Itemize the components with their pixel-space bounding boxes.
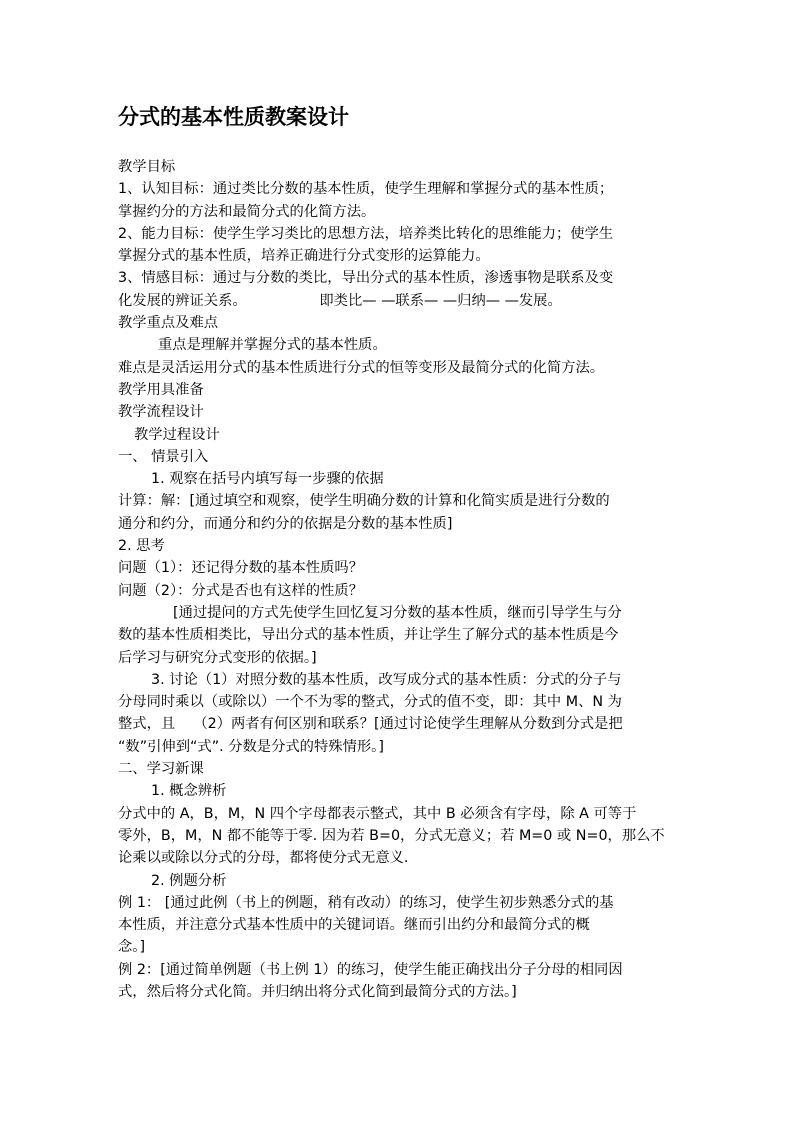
paragraph-line: 分母同时乘以（或除以）一个不为零的整式，分式的值不变，即：其中 M、N 为 [118,694,622,711]
section-heading-key-points: 教学重点及难点 [118,315,219,332]
paragraph-line: 重点是理解并掌握分式的基本性质。 [158,337,387,354]
paragraph-line: 式，然后将分式化简。并归纳出将分式化简到最简分式的方法。] [118,983,517,1000]
paragraph-line: [通过提问的方式先使学生回忆复习分数的基本性质，继而引导学生与分 [173,604,622,621]
document-title: 分式的基本性质教案设计 [118,104,349,129]
paragraph-line: 3、情感目标：通过与分数的类比，导出分式的基本性质，渗透事物是联系及变 [118,270,614,287]
paragraph-line: 化发展的辨证关系。 即类比— —联系— —归纳— —发展。 [118,292,562,309]
section-heading-intro: 一、 情景引入 [118,448,209,465]
paragraph-line: 计算：解：[通过填空和观察，使学生明确分数的计算和化简实质是进行分数的 [118,493,610,510]
paragraph-line: 例 2：[通过简单例题（书上例 1）的练习，使学生能正确找出分子分母的相同因 [118,961,623,978]
paragraph-line: 例 1： [通过此例（书上的例题，稍有改动）的练习，使学生初步熟悉分式的基 [118,894,614,911]
paragraph-line: 后学习与研究分式变形的依据。] [118,649,317,666]
paragraph-line: 难点是灵活运用分式的基本性质进行分式的恒等变形及最简分式的化简方法。 [118,359,605,376]
section-heading-teaching-goals: 教学目标 [118,159,176,175]
paragraph-line: 通分和约分，而通分和约分的依据是分数的基本性质] [118,515,453,532]
paragraph-line: 3. 讨论（1）对照分数的基本性质，改写成分式的基本性质：分式的分子与 [151,671,622,688]
paragraph-line: 念。] [118,939,146,956]
paragraph-line: 数的基本性质相类比，导出分式的基本性质，并让学生了解分式的基本性质是今 [118,627,619,644]
paragraph-line: 零外，B，M，N 都不能等于零. 因为若 B=0，分式无意义；若 M=0 或 N=0，那么不 [118,827,665,844]
paragraph-line: “数”引伸到“式”. 分数是分式的特殊情形。] [118,738,384,755]
paragraph-line: 1、认知目标：通过类比分数的基本性质，使学生理解和掌握分式的基本性质； [118,181,614,198]
paragraph-line: 2. 例题分析 [151,872,227,889]
paragraph-line: 论乘以或除以分式的分母，都将使分式无意义. [118,850,409,867]
paragraph-line: 1. 观察在括号内填写每一步骤的依据 [151,471,384,488]
section-heading-tools: 教学用具准备 [118,381,204,398]
paragraph-line: 问题（1）：还记得分数的基本性质吗？ [118,560,363,577]
paragraph-line: 掌握约分的方法和最简分式的化简方法。 [118,203,376,220]
paragraph-line: 2. 思考 [118,538,165,555]
section-heading-new-lesson: 二、学习新课 [118,761,204,778]
paragraph-line: 1. 概念辨析 [151,783,227,800]
section-heading-flow: 教学流程设计 [118,404,204,421]
paragraph-line: 掌握分式的基本性质，培养正确进行分式变形的运算能力。 [118,248,490,265]
paragraph-line: 分式中的 A，B，M，N 四个字母都表示整式，其中 B 必须含有字母，除 A 可等于 [118,805,637,822]
paragraph-line: 整式，且 （2）两者有何区别和联系？[通过讨论使学生理解从分数到分式是把 [118,716,623,733]
paragraph-line: 2、能力目标：使学生学习类比的思想方法，培养类比转化的思维能力；使学生 [118,225,614,242]
document-page [118,100,688,1003]
paragraph-line: 问题（2）：分式是否也有这样的性质？ [118,582,363,599]
paragraph-line: 本性质，并注意分式基本性质中的关键词语。继而引出约分和最简分式的概 [118,917,590,934]
section-heading-process: 教学过程设计 [134,426,220,443]
